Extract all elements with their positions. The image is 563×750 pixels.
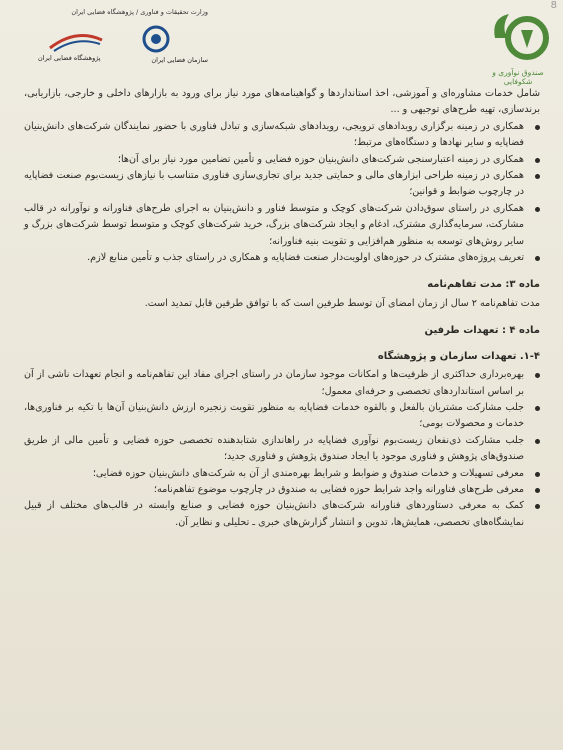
list-item: [24, 367, 540, 400]
list-item: [24, 168, 540, 201]
bullet-icon: [535, 504, 540, 509]
list-item-text: بهره‌برداری حداکثری از ظرفیت‌ها و امکانات موجود سازمان در راستای اجرای مفاد این تفاهم‌نامه و انجام تعهدات ناشی از آن بر اساس استانداردهای تخصصی و حرفه‌ای معمول؛: [24, 369, 524, 397]
list-item: [24, 400, 540, 433]
innovation-fund-logo: [485, 8, 555, 86]
space-agency-logo: [136, 24, 176, 54]
bullet-icon: [535, 174, 540, 179]
list-item-text: معرفی تسهیلات و خدمات صندوق و ضوابط و شرایط بهره‌مندی از آن به شرکت‌های دانش‌بنیان حوزه فضایی؛: [92, 467, 524, 479]
list-item: [24, 482, 540, 498]
section41-title: ۱-۴. تعهدات سازمان و پژوهشگاه: [377, 350, 540, 362]
bullet-icon: [535, 406, 540, 411]
list-item-text: همکاری در زمینه برگزاری رویدادهای ترویجی، رویدادهای شبکه‌سازی و تبادل فناوری با حضور نمایندگان شرکت‌های دانش‌بنیان فضاپایه و سایر نهادها و دستگاه‌های مرتبط؛: [24, 120, 524, 149]
left-logos: [38, 8, 208, 68]
article3-title: ماده ۳: مدت تفاهم‌نامه: [427, 279, 540, 291]
right-logo-caption: صندوق نوآوری و شکوفایی: [492, 68, 544, 86]
list-item-text: جلب مشارکت مشتریان بالفعل و بالقوه خدمات فضاپایه به منظور تقویت زنجیره ارزش دانش‌بنیان آن‌ها با تکیه بر فناوری‌ها، خدمات و محصولات بومی؛: [24, 401, 524, 430]
intro-paragraph: شامل خدمات مشاوره‌ای و آموزشی، اخذ استانداردها و گواهینامه‌های مورد نیاز برای ورود به بازارهای داخلی و خارجی، بازاریابی، برندسازی، تهیه طرح‌های توجیهی و ...: [24, 88, 540, 116]
bullet-icon: [535, 439, 540, 444]
bullet-icon: [535, 488, 540, 493]
bullet-list-2: [24, 367, 540, 531]
bullet-icon: [535, 158, 540, 163]
list-item-text: جلب مشارکت ذی‌نفعان زیست‌بوم نوآوری فضاپایه در راهاندازی شتابدهنده تخصصی حوزه فضایی و تأمین مالی از طریق صندوق‌های پژوهش و فناوری موجود یا ایجاد صندوق پژوهش و فناوری جدید؛: [24, 434, 524, 463]
list-item-text: کمک به معرفی دستاوردهای فناورانه شرکت‌های دانش‌بنیان حوزه فضایی و صنایع وابسته در قالب‌های مختلف از قبیل نمایشگاه‌های تخصصی، همایش‌ها، تدوین و انتشار گزارش‌های خبری ـ تحلیلی و نظایر آن.: [24, 500, 524, 528]
bullet-icon: [535, 256, 540, 261]
list-item: [24, 152, 540, 168]
list-item: [24, 498, 540, 531]
list-item: [24, 250, 540, 266]
list-item-text: معرفی طرح‌های فناورانه واجد شرایط حوزه فضایی به صندوق در چارچوب موضوع تفاهم‌نامه؛: [153, 483, 524, 495]
left-logo-top-text: وزارت تحقیقات و فناوری / پژوهشگاه فضایی ایران: [71, 8, 208, 16]
list-item: [24, 201, 540, 250]
corner-mark: 8: [550, 0, 557, 11]
list-item-text: همکاری در زمینه اعتبارسنجی شرکت‌های دانش‌بنیان حوزه فضایی و تأمین تضامین مورد نیاز برای آن‌ها؛: [117, 153, 524, 165]
list-item: [24, 433, 540, 466]
left-logo-org1: پژوهشگاه فضایی ایران: [38, 54, 101, 62]
bullet-list-1: [24, 119, 540, 267]
article3-text: مدت تفاهم‌نامه ۲ سال از زمان امضای آن توسط طرفین است که با توافق طرفین قابل تمدید است.: [144, 297, 540, 309]
bullet-icon: [535, 373, 540, 378]
article4-title: ماده ۴ : تعهدات طرفین: [424, 325, 540, 337]
list-item-text: تعریف پروژه‌های مشترک در حوزه‌های اولویت‌دار صنعت فضاپایه و همکاری در راستای جذب و تأمین منابع لازم.: [87, 252, 524, 264]
list-item: [24, 466, 540, 482]
bullet-icon: [535, 125, 540, 130]
document-body: [24, 86, 540, 531]
fund-emblem-icon: [487, 8, 549, 66]
list-item-text: همکاری در راستای سوق‌دادن شرکت‌های کوچک و متوسط فناور و دانش‌بنیان به اجرای طرح‌های فناورانه و نوآورانه در قالب مشارکت، سرمایه‌گذاری مشترک، ادغام و ایجاد شرکت‌های بزرگ، خرید شرکت‌های کوچک و متوسط توسط شرکت‌های بزرگ و سایر روش‌های توسعه به منظور هم‌افزایی و تقویت بنیه فناورانه؛: [24, 202, 524, 247]
list-item: [24, 119, 540, 152]
bullet-icon: [535, 472, 540, 477]
left-logo-org2: سازمان فضایی ایران: [151, 56, 208, 64]
left-logo-row: [38, 30, 208, 70]
space-research-institute-logo: [46, 26, 106, 56]
list-item-text: همکاری در زمینه طراحی ابزارهای مالی و حمایتی جدید برای تجاری‌سازی فناوری متناسب با نیازهای زیست‌بوم صنعت فضاپایه در چارچوب ضوابط و قوانین؛: [24, 170, 524, 198]
bullet-icon: [535, 207, 540, 212]
letterhead: [0, 0, 563, 92]
